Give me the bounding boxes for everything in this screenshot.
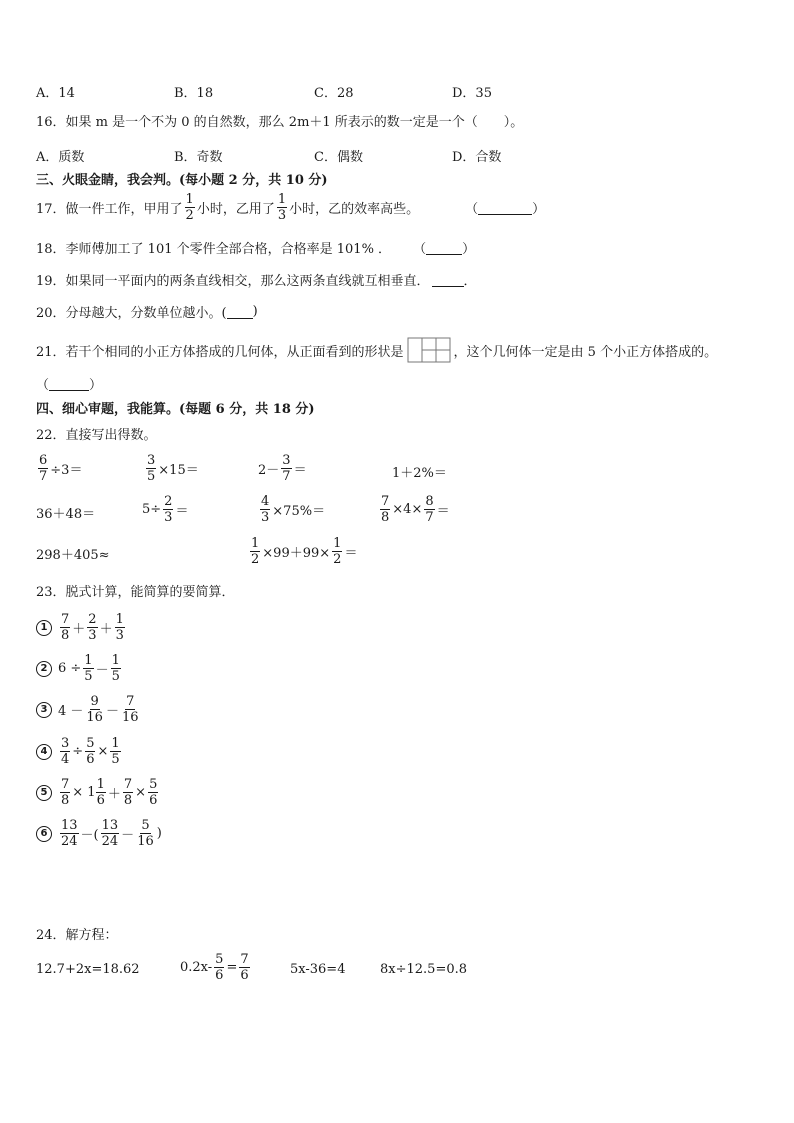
q24-equation-3: 5x-36=4 xyxy=(290,962,346,977)
circled-number-2-icon: 2 xyxy=(36,661,52,677)
q19-answer-blank[interactable] xyxy=(432,272,464,287)
q20-end: ) xyxy=(252,304,258,319)
q23-item-6: 6 $\frac{13}{24}$ －( $\frac{13}{24}$ － $\frac{5}{16}$ ) xyxy=(36,818,162,849)
q17-mid: 小时，乙用了 xyxy=(196,202,275,217)
q18-answer-blank[interactable] xyxy=(426,240,462,255)
q24-title: 24．解方程： xyxy=(36,928,118,943)
q18-paren-close: ） xyxy=(462,242,476,257)
q24-equation-1: 12.7+2x=18.62 xyxy=(36,962,140,977)
q20-answer-blank[interactable] xyxy=(227,304,253,319)
q17-paren-close: ） xyxy=(532,202,546,217)
q17-fraction-2: $\frac{1}{3}$ xyxy=(277,192,287,223)
q15-option-b: B．18 xyxy=(174,86,214,101)
q23-title: 23．脱式计算，能简算的要简算． xyxy=(36,585,235,600)
q21 xyxy=(36,337,717,363)
q23-item-2: 2 6 ÷ $\frac{1}{5}$ － $\frac{1}{5}$ xyxy=(36,653,123,684)
circled-number-6-icon: 6 xyxy=(36,826,52,842)
q23-item-5: 5 $\frac{7}{8}$ × 1 $\frac{1}{6}$ ＋ $\frac{7}{8}$ × $\frac{5}{6}$ xyxy=(36,777,160,808)
q17-prefix: 17．做一件工作，甲用了 xyxy=(36,202,183,217)
front-view-grid-icon xyxy=(407,337,451,363)
q17-answer-blank[interactable] xyxy=(478,200,532,215)
q22-item-r1c2: $\frac{3}{5}$ ×15＝ xyxy=(147,453,199,484)
circled-number-4-icon: 4 xyxy=(36,744,52,760)
q22-item-r3c2: $\frac{1}{2}$ ×99＋99× $\frac{1}{2}$ ＝ xyxy=(251,536,358,567)
q17-paren-open: （ xyxy=(465,202,479,217)
q16-option-d: D．合数 xyxy=(452,150,502,165)
q22-item-r1c4: 1＋2%＝ xyxy=(392,466,447,481)
q22-item-r2c4: $\frac{7}{8}$ ×4× $\frac{8}{7}$ ＝ xyxy=(381,494,450,525)
q23-item-3: 3 4 － $\frac{9}{16}$ － $\frac{7}{16}$ xyxy=(36,694,142,725)
q16-option-a: A．质数 xyxy=(36,150,85,165)
q18-text: 18．李师傅加工了 101 个零件全部合格，合格率是 101% ． xyxy=(36,242,392,257)
q23-item-1: 1 $\frac{7}{8}$ ＋ $\frac{2}{3}$ ＋ $\frac{1}{3}$ xyxy=(36,612,127,643)
q22-item-r1c1: $\frac{6}{7}$ ÷3＝ xyxy=(39,453,83,484)
q20-text: 20．分母越大，分数单位越小。( xyxy=(36,306,227,321)
q23-item-4: 4 $\frac{3}{4}$ ÷ $\frac{5}{6}$ × $\frac{1}{5}$ xyxy=(36,736,123,767)
q22-title: 22．直接写出得数。 xyxy=(36,428,157,443)
q15-option-c: C．28 xyxy=(314,86,354,101)
q17 xyxy=(36,192,545,223)
circled-number-3-icon: 3 xyxy=(36,702,52,718)
q21-paren-close: ） xyxy=(89,378,103,393)
q19 xyxy=(36,270,477,289)
q21-paren-open: （ xyxy=(36,378,50,393)
q24-equation-4: 8x÷12.5=0.8 xyxy=(380,962,468,977)
q20 xyxy=(36,302,258,321)
q22-item-r2c3: $\frac{4}{3}$ ×75%＝ xyxy=(261,494,326,525)
section3-title: 三、火眼金睛，我会判。(每小题 2 分，共 10 分) xyxy=(36,173,328,188)
q16-option-b: B．奇数 xyxy=(174,150,223,165)
q17-suffix: 小时，乙的效率高些。 xyxy=(289,202,420,217)
q17-fraction-1: $\frac{1}{2}$ xyxy=(185,192,194,223)
q15-option-d: D．35 xyxy=(452,86,492,101)
q21-answer-blank[interactable] xyxy=(49,376,89,391)
q21-answer xyxy=(36,374,102,393)
q22-item-r3c1: 298＋405≈ xyxy=(36,548,110,563)
q15-option-a: A．14 xyxy=(36,86,75,101)
q16-option-c: C．偶数 xyxy=(314,150,363,165)
q22-item-r2c2: 5÷ $\frac{2}{3}$ ＝ xyxy=(142,494,189,525)
q19-end: ． xyxy=(463,274,477,289)
q18-paren-open: （ xyxy=(413,242,427,257)
section4-title: 四、细心审题，我能算。(每题 6 分，共 18 分) xyxy=(36,402,315,417)
circled-number-1-icon: 1 xyxy=(36,620,52,636)
circled-number-5-icon: 5 xyxy=(36,785,52,801)
q21-prefix: 21．若干个相同的小正方体搭成的几何体，从正面看到的形状是 xyxy=(36,344,404,360)
q21-suffix: ，这个几何体一定是由 5 个小正方体搭成的。 xyxy=(453,344,718,360)
q18 xyxy=(36,238,475,257)
q16-text: 16．如果 m 是一个不为 0 的自然数，那么 2m＋1 所表示的数一定是一个（ ）。 xyxy=(36,115,524,130)
q22-item-r2c1: 36＋48＝ xyxy=(36,507,96,522)
q24-equation-2: 0.2x- $\frac{5}{6}$ = $\frac{7}{6}$ xyxy=(180,952,249,983)
q22-item-r1c3: 2－ $\frac{3}{7}$ ＝ xyxy=(258,453,307,484)
q19-text: 19．如果同一平面内的两条直线相交，那么这两条直线就互相垂直． xyxy=(36,274,430,289)
